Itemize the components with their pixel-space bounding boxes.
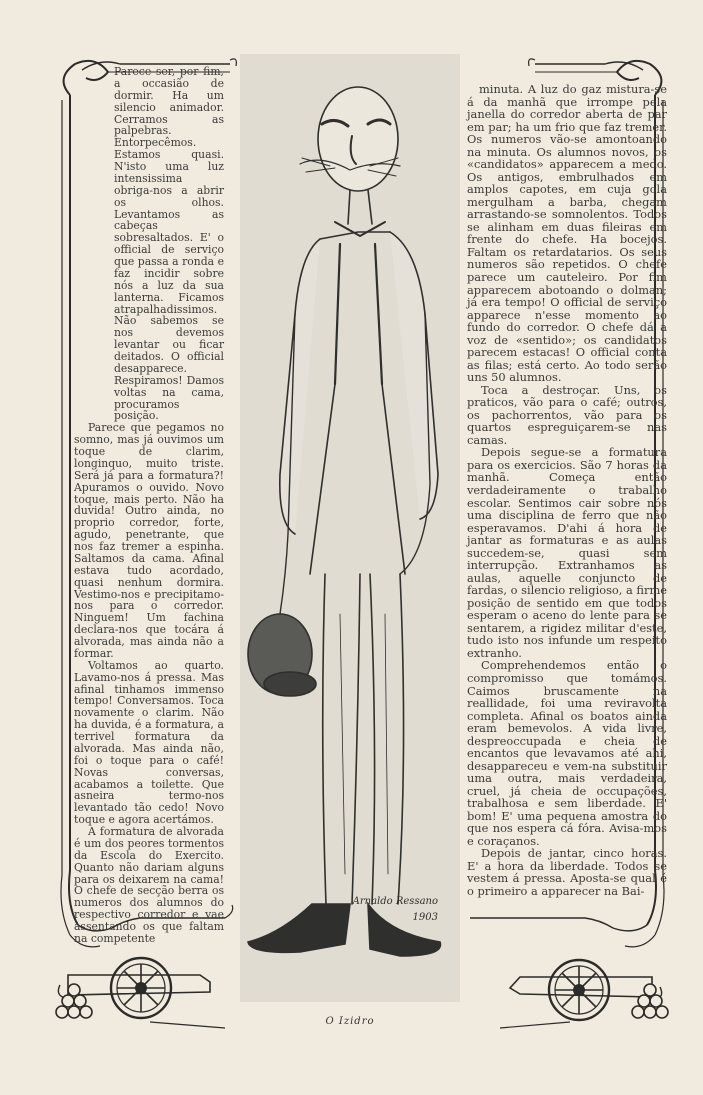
paragraph: Depois segue-se a formatura para os exercicios. São 7 horas da manhã. Começa então verdadeiramente o trabalho escolar. Sentimos cair sobre nós uma disciplina de ferro que não esperavamos. D'ahi á hora de jantar as formaturas e as aulas succedem-se, quasi sem interrupção. Extranhamos as aulas, aquelle conjuncto de fardas, o silencio religioso, a firme posição de sentido em que todos esperam o aceno do lente para se sentarem, a rigidez militar d'este, tudo isto nos infunde um respeito extranho. bbox=[467, 445, 668, 660]
paragraph: Toca a destroçar. Uns, os praticos, vão para o café; outros, os pachorrentos, vão para os quartos espreguiçarem-se nas camas. bbox=[467, 382, 667, 447]
signature-name: Arnaldo Ressano bbox=[352, 896, 438, 907]
paragraph: minuta. A luz do gaz mistura-se á da manhã que irrompe pela janella do corredor aberta de par em par; ha um frio que faz tremer. Os numeros vão-se amontoando na minuta. Os alumnos novos, os «candidatos» apparecem a medo. Os antigos, embrulhados em amplos capotes, em cuja gola mergulham a barba, chegam arrastando-se somnolentos. Todos se alinham em duas fileiras em frente do chefe. Ha bocejos. Faltam os retardatarios. Os seus numeros são repetidos. O chefe parece um cauteleiro. Por fim apparecem abotoando o dolman; já era tempo! O official de serviço apparece n'esse momento ao fundo do corredor. O chefe dá a voz de «sentido»; os candidatos parecem estacas! O official conta as filas; está certo. Ao todo serão uns 50 alumnos. bbox=[467, 82, 667, 385]
illustration-caption: O Izidro bbox=[325, 1016, 375, 1027]
paragraph: Parece ser, por fim, a occasião de dormir. Ha um silencio animador. Cerramos as palpebras. Entorpecêmos. Estamos quasi. N'isto uma luz intensissima obriga-nos a abrir os olhos. Levantamos as cabeças sobresaltados. E' o official de serviço que passa a ronda e faz incidir sobre nós a luz da sua lanterna. Ficamos atrapalhadissimos. Não sabemos se nos devemos levantar ou ficar deitados. O official desapparece. Respiramos! Damos voltas na cama, procuramos posição. bbox=[114, 65, 224, 423]
standing-man-drawing bbox=[240, 54, 460, 1002]
artist-signature bbox=[352, 896, 438, 923]
paragraph: A formatura de alvorada é um dos peores tormentos da Escola do Exercito. Quanto não dariam alguns para os deixarem na cama! O chefe de secção berra os numeros dos alumnos do respectivo corredor e vae assentando os que faltam na competente bbox=[74, 825, 224, 945]
paragraph: Parece que pegamos no somno, mas já ouvimos um toque de clarim, longinquo, muito triste. Será já para a formatura?! Apuramos o ouvido. Novo toque, mais perto. Não ha duvida! Outro ainda, no proprio corredor, forte, agudo, penetrante, que nos faz tremer a espinha. Saltamos da cama. Afinal estava tudo acordado, quasi nenhum dormira. Vestimo-nos e precipitamo-nos para o corredor. Ninguem! Um fachina declara-nos que tocára á alvorada, mas ainda não a formar. bbox=[74, 421, 224, 660]
left-text-column bbox=[74, 66, 224, 945]
caricature-illustration bbox=[240, 54, 460, 1002]
paragraph: Depois de jantar, cinco horas. E' a hora da liberdade. Todos se vestem á pressa. Aposta-se qual é o primeiro a apparecer na Bai- bbox=[467, 846, 667, 898]
signature-year: 1903 bbox=[412, 912, 438, 923]
right-text-column bbox=[467, 83, 667, 898]
paragraph: Voltamos ao quarto. Lavamo-nos á pressa. Mas afinal tinhamos immenso tempo! Conversamos. Toca novamente o clarim. Não ha duvida, é a formatura, a terrivel formatura da alvorada. Mas ainda não, foi o toque para o café! Novas conversas, acabamos a toilette. Que asneira termo-nos levantado tão cedo! Novo toque e agora acertámos. bbox=[74, 658, 224, 827]
paragraph: Comprehendemos então o compromisso que tomámos. Caimos bruscamente na reallidade, foi uma reviravolta completa. Afinal os boatos ainda eram bemevolos. A vida livre, despreoccupada e cheia de encantos que levavamos até ahi, desappareceu e vem-na substituir uma outra, mais verdadeira, cruel, já cheia de occupações, trabalhosa e sem liberdade. E' bom! E' uma pequena amostra do que nos espera cá fóra. Avisa-mos e coraçanos. bbox=[467, 658, 667, 848]
